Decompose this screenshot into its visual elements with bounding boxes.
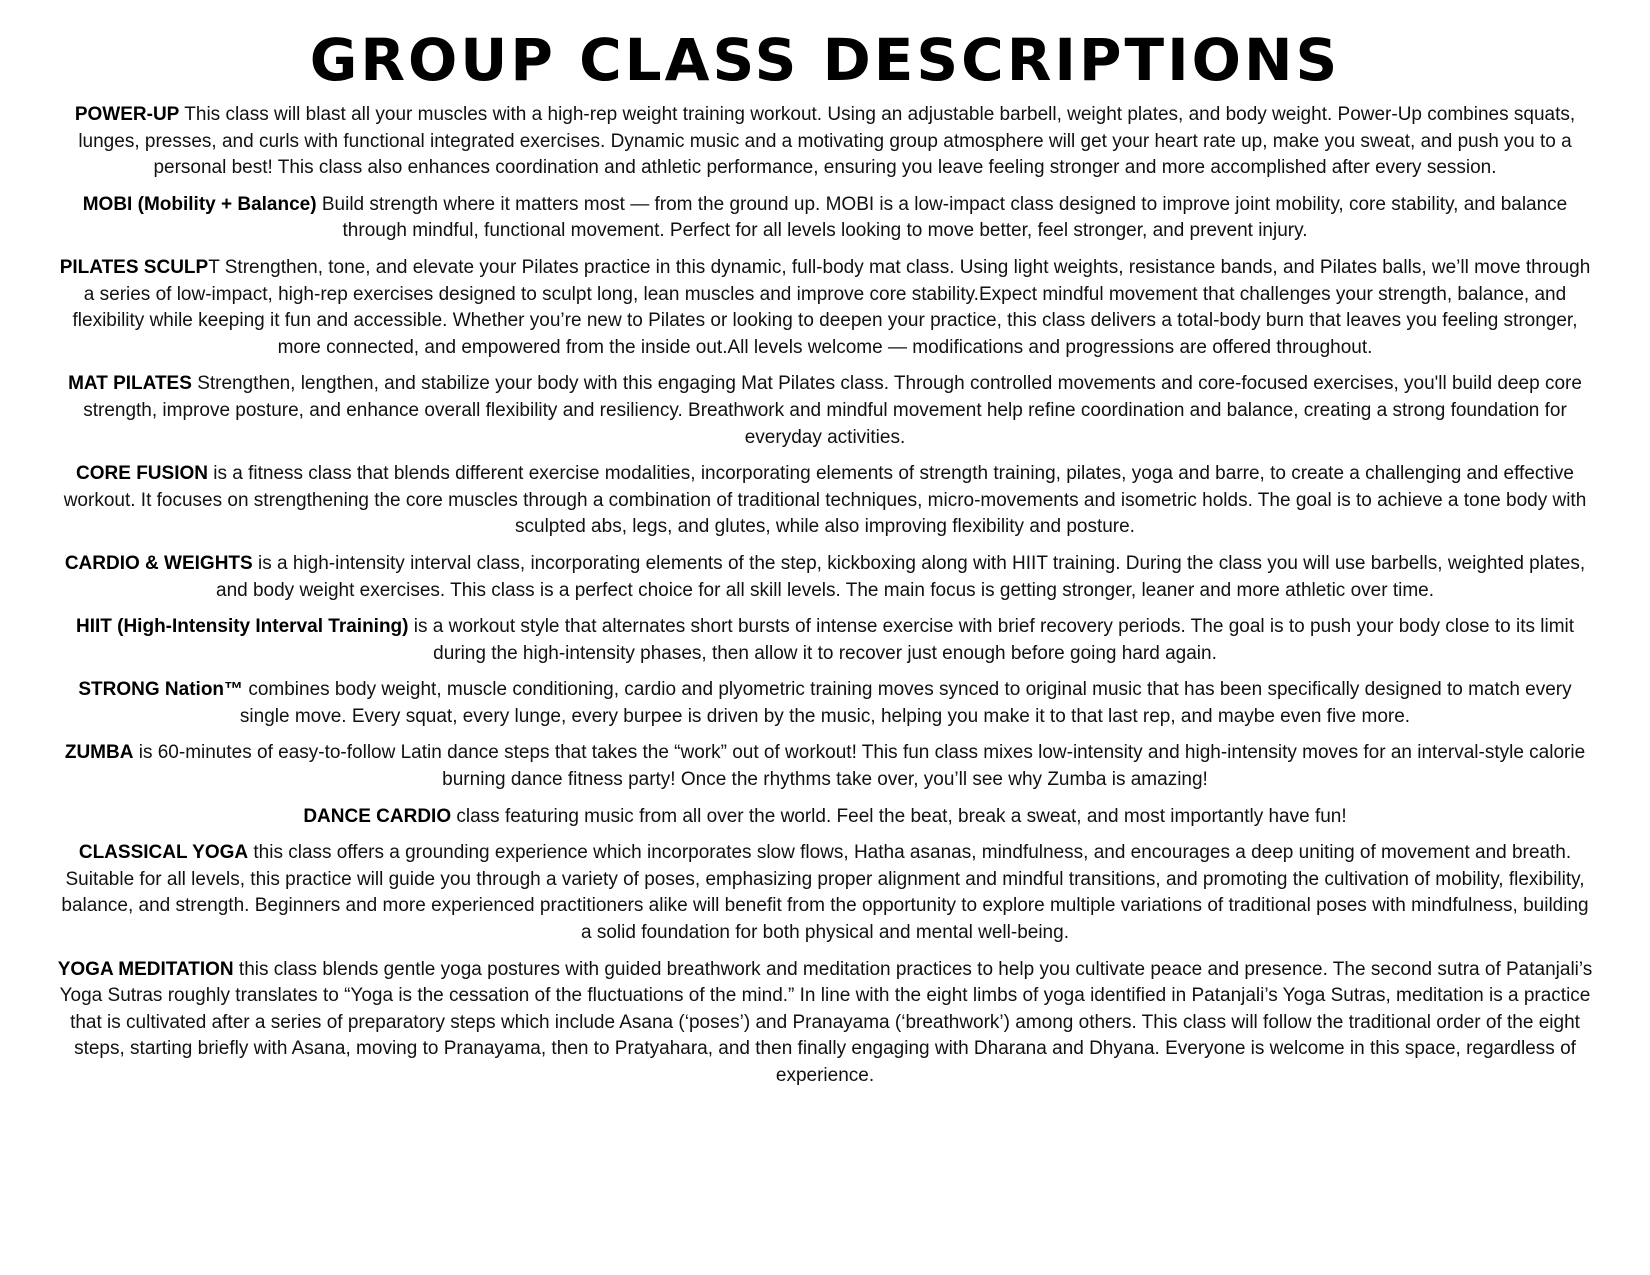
- class-name: PILATES SCULP: [59, 256, 209, 278]
- class-entry-zumba: [55, 740, 1595, 793]
- class-entry-classical-yoga: [55, 840, 1595, 946]
- class-entry-mobi: [55, 192, 1595, 245]
- class-description: combines body weight, muscle conditioning, cardio and plyometric training moves synced to original music that has been specifically designed to match every single move. Every squat, every lunge, every burpee is driven by the music, helping you make it to that last rep, and maybe even five more.: [239, 679, 1572, 727]
- class-name: MAT PILATES: [68, 373, 192, 395]
- class-description: Strengthen, lengthen, and stabilize your body with this engaging Mat Pilates class. Through controlled movements and core-focused exercises, you'll build deep core strength, improve posture, and enhance overall flexibility and resiliency. Breathwork and mindful movement help refine coordination and balance, creating a strong foundation for everyday activities.: [83, 373, 1582, 448]
- class-entry-dance-cardio: [55, 804, 1595, 831]
- class-description: this class offers a grounding experience which incorporates slow flows, Hatha asanas, mindfulness, and encourages a deep uniting of movement and breath. Suitable for all levels, this practice will guide you through a variety of poses, emphasizing proper alignment and mindful transitions, and promoting the cultivation of mobility, flexibility, balance, and strength. Beginners and more experienced practitioners alike will benefit from the opportunity to explore multiple variations of traditional poses with mindfulness, building a solid foundation for both physical and mental well-being.: [61, 842, 1589, 944]
- class-entry-yoga-meditation: [55, 957, 1595, 1090]
- page-title: GROUP CLASS DESCRIPTIONS: [309, 26, 1341, 94]
- class-entry-power-up: [55, 102, 1595, 182]
- class-entry-hiit: [55, 614, 1595, 667]
- class-description: is 60-minutes of easy-to-follow Latin dance steps that takes the “work” out of workout! This fun class mixes low-intensity and high-intensity moves for an interval-style calorie burning dance fitness party! Once the rhythms take over, you’ll see why Zumba is amazing!: [138, 742, 1586, 791]
- class-description: class featuring music from all over the world. Feel the beat, break a sweat, and most importantly have fun!: [456, 805, 1347, 827]
- class-entry-core-fusion: [55, 461, 1595, 541]
- class-name: CLASSICAL YOGA: [78, 842, 249, 864]
- class-description: This class will blast all your muscles with a high-rep weight training workout. Using an adjustable barbell, weight plates, and body weight. Power-Up combines squats, lunges, presses, and curls with functional integrated exercises. Dynamic music and a motivating group atmosphere will get your heart rate up, make you sweat, and push you to a personal best! This class also enhances coordination and athletic performance, ensuring you leave feeling stronger and more accomplished after every session.: [78, 104, 1576, 179]
- class-description: is a fitness class that blends different exercise modalities, incorporating elements of strength training, pilates, yoga and barre, to create a challenging and effective workout. It focuses on strengthening the core muscles through a combination of traditional techniques, micro-movements and isometric holds. The goal is to achieve a tone body with sculpted abs, legs, and glutes, while also improving flexibility and posture.: [63, 463, 1587, 538]
- class-name: CARDIO & WEIGHTS: [64, 552, 253, 574]
- class-name: DANCE CARDIO: [303, 805, 452, 827]
- class-entry-pilates-sculpt: [55, 255, 1595, 361]
- class-description: is a high-intensity interval class, incorporating elements of the step, kickboxing along with HIIT training. During the class you will use barbells, weighted plates, and body weight exercises. This class is a perfect choice for all skill levels. The main focus is getting stronger, leaner and more athletic over time.: [216, 552, 1586, 601]
- class-description: is a workout style that alternates short bursts of intense exercise with brief recovery periods. The goal is to push your body close to its limit during the high-intensity phases, then allow it to recover just enough before going hard again.: [413, 616, 1575, 664]
- page: [55, 22, 1595, 1100]
- class-description: this class blends gentle yoga postures with guided breathwork and meditation practices to help you cultivate peace and presence. The second sutra of Patanjali’s Yoga Sutras roughly translates to “Yoga is the cessation of the fluctuations of the mind.” In line with the eight limbs of yoga identified in Patanjali’s Yoga Sutras, meditation is a practice that is cultivated after a series of preparatory steps which include Asana (‘poses’) and Pranayama (‘breathwork’) among others. This class will follow the traditional order of the eight steps, starting briefly with Asana, moving to Pranayama, then to Pratyahara, and then finally engaging with Dharana and Dhyana. Everyone is welcome in this space, regardless of experience.: [59, 958, 1593, 1086]
- class-entry-cardio-weights: [55, 551, 1595, 604]
- class-entry-mat-pilates: [55, 371, 1595, 451]
- class-name: HIIT (High-Intensity Interval Training): [75, 616, 409, 638]
- class-description: Build strength where it matters most — from the ground up. MOBI is a low-impact class designed to improve joint mobility, core stability, and balance through mindful, functional movement. Perfect for all levels looking to move better, feel stronger, and prevent injury.: [321, 193, 1568, 242]
- class-entry-strong-nation: [55, 677, 1595, 730]
- class-name: ZUMBA: [64, 742, 134, 764]
- class-name: YOGA MEDITATION: [57, 958, 234, 980]
- class-name: STRONG Nation™: [78, 679, 244, 701]
- class-name: MOBI (Mobility + Balance): [82, 193, 317, 215]
- class-name: CORE FUSION: [76, 463, 208, 485]
- class-description: T Strengthen, tone, and elevate your Pilates practice in this dynamic, full-body mat class. Using light weights, resistance bands, and Pilates balls, we’ll move through a series of low-impact, high-rep exercises designed to sculpt long, lean muscles and improve core stability.Expect mindful movement that challenges your strength, balance, and flexibility while keeping it fun and accessible. Whether you’re new to Pilates or looking to deepen your practice, this class delivers a total-body burn that leaves you feeling stronger, more connected, and empowered from the inside out.All levels welcome — modifications and progressions are offered throughout.: [72, 256, 1591, 358]
- class-name: POWER-UP: [74, 104, 180, 125]
